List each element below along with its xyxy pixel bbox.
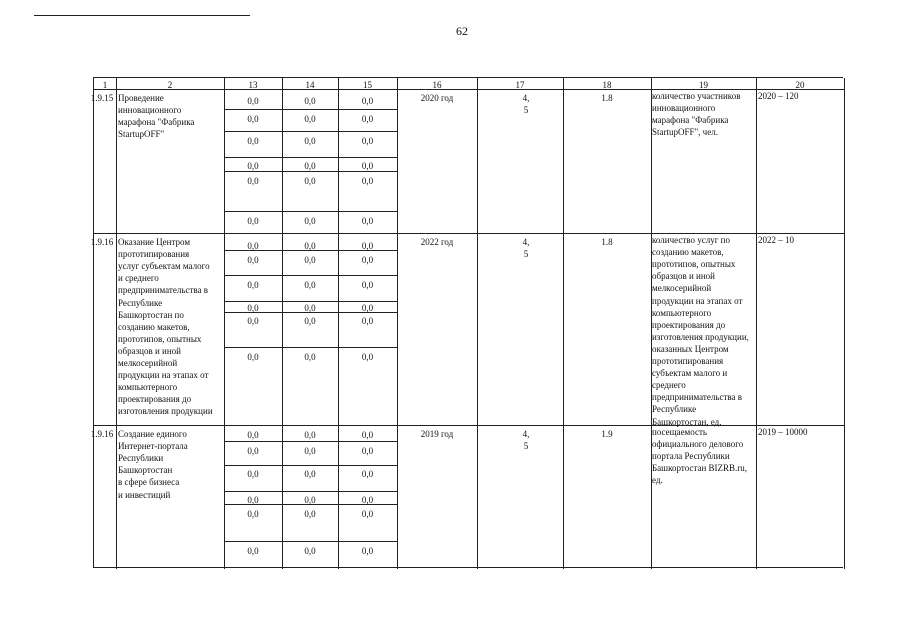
indicator-line: прототипирования xyxy=(652,356,724,366)
budget-value: 0,0 xyxy=(361,316,374,326)
budget-value: 0,0 xyxy=(361,114,374,124)
row-rule xyxy=(94,233,844,234)
budget-value: 0,0 xyxy=(247,255,259,265)
year-cell: 2019 год xyxy=(420,429,454,439)
budget-value: 0,0 xyxy=(247,495,259,505)
indicator-line: образцов и иной xyxy=(652,271,715,282)
budget-value: 0,0 xyxy=(304,303,316,313)
target-value: 2022 – 10 xyxy=(758,235,794,245)
column-rule xyxy=(397,78,398,569)
row-rule xyxy=(224,465,397,466)
budget-value: 0,0 xyxy=(361,280,374,290)
indicator-line: ед. xyxy=(652,475,663,486)
budget-value: 0,0 xyxy=(361,430,374,440)
budget-table xyxy=(90,77,843,568)
indicator-line: количество услуг по xyxy=(652,235,730,245)
budget-value: 0,0 xyxy=(247,446,259,456)
row-rule xyxy=(224,491,397,492)
measure-name-line: мелкосерийной xyxy=(118,358,178,368)
target-value: 2019 – 10000 xyxy=(758,427,808,437)
budget-value: 0,0 xyxy=(361,303,374,313)
column-header: 1 xyxy=(102,79,108,90)
link-code: 4, xyxy=(522,237,530,247)
row-rule xyxy=(224,275,397,276)
column-header: 14 xyxy=(305,79,315,90)
measure-name-line: Интернет-портала xyxy=(118,441,188,452)
measure-name-line: прототипирования xyxy=(118,249,190,260)
row-number: 1.9.15 xyxy=(90,93,114,103)
budget-value: 0,0 xyxy=(361,136,374,146)
indicator-line: инновационного xyxy=(652,103,716,114)
row-rule xyxy=(224,211,397,212)
budget-value: 0,0 xyxy=(304,176,316,186)
budget-value: 0,0 xyxy=(361,161,374,171)
budget-value: 0,0 xyxy=(361,96,374,106)
budget-value: 0,0 xyxy=(304,216,316,226)
budget-value: 0,0 xyxy=(247,469,259,479)
measure-name-line: созданию макетов, xyxy=(118,321,190,332)
column-header: 15 xyxy=(363,79,372,90)
column-header: 17 xyxy=(515,79,525,90)
column-rule xyxy=(844,78,845,569)
budget-value: 0,0 xyxy=(247,96,259,106)
indicator-line: среднего xyxy=(652,380,686,391)
column-rule xyxy=(756,78,757,569)
measure-name-line: Башкортостан xyxy=(118,465,173,476)
measure-name-line: Башкортостан по xyxy=(118,309,184,320)
target-ref: 1.9 xyxy=(601,429,613,439)
measure-name-line: продукции на этапах от xyxy=(118,370,209,381)
header-rule xyxy=(34,15,250,16)
budget-value: 0,0 xyxy=(247,352,259,362)
indicator-line: StartupOFF", чел. xyxy=(652,127,718,138)
indicator-line: созданию макетов, xyxy=(652,247,724,258)
link-code: 4, xyxy=(522,429,530,439)
row-rule xyxy=(94,425,844,426)
column-header: 18 xyxy=(602,79,612,90)
column-header: 2 xyxy=(167,79,173,90)
column-rule xyxy=(563,78,564,569)
indicator-line: прототипов, опытных xyxy=(652,259,736,270)
budget-value: 0,0 xyxy=(247,216,259,226)
indicator-line: марафона "Фабрика xyxy=(652,115,729,126)
indicator-line: официального делового xyxy=(652,439,744,450)
indicator-line: компьютерного xyxy=(652,307,712,318)
budget-value: 0,0 xyxy=(304,255,316,265)
budget-value: 0,0 xyxy=(247,546,259,556)
budget-value: 0,0 xyxy=(361,255,374,265)
budget-value: 0,0 xyxy=(247,136,259,146)
measure-name-line: изготовления продукции xyxy=(118,406,213,417)
budget-value: 0,0 xyxy=(247,303,259,313)
target-value: 2020 – 120 xyxy=(758,91,799,101)
budget-value: 0,0 xyxy=(361,352,374,362)
indicator-line: мелкосерийной xyxy=(652,283,712,294)
row-rule xyxy=(224,131,397,132)
budget-value: 0,0 xyxy=(361,446,374,456)
row-rule xyxy=(224,541,397,542)
indicator-line: Башкортостан, ед. xyxy=(652,416,722,427)
measure-name-line: Республики xyxy=(118,453,164,464)
budget-value: 0,0 xyxy=(361,509,374,519)
budget-value: 0,0 xyxy=(304,446,316,456)
budget-value: 0,0 xyxy=(304,136,316,146)
budget-value: 0,0 xyxy=(361,495,374,505)
indicator-line: посещаемость xyxy=(652,427,708,437)
budget-value: 0,0 xyxy=(247,430,259,440)
measure-name-line: инновационного xyxy=(118,105,182,116)
link-code: 5 xyxy=(523,249,529,260)
indicator-line: Башкортостан BIZRB.ru, xyxy=(652,463,748,474)
row-rule xyxy=(224,109,397,110)
row-rule xyxy=(224,347,397,348)
measure-name-line: Создание единого xyxy=(118,429,187,439)
budget-value: 0,0 xyxy=(304,430,316,440)
budget-value: 0,0 xyxy=(304,546,316,556)
budget-value: 0,0 xyxy=(304,495,316,505)
year-cell: 2020 год xyxy=(420,93,454,103)
measure-name-line: Оказание Центром xyxy=(118,237,191,247)
budget-value: 0,0 xyxy=(304,241,316,251)
measure-name-line: предпринимательства в xyxy=(118,285,209,296)
measure-name-line: компьютерного xyxy=(118,382,178,393)
measure-name-line: образцов и иной xyxy=(118,345,181,356)
budget-value: 0,0 xyxy=(247,241,259,251)
measure-name-line: проектирования до xyxy=(118,394,192,405)
measure-name-line: Республике xyxy=(118,297,163,308)
column-rule xyxy=(116,78,117,569)
column-header: 19 xyxy=(699,79,708,90)
indicator-line: Республике xyxy=(652,404,697,415)
year-cell: 2022 год xyxy=(420,237,454,247)
row-rule xyxy=(224,441,397,442)
budget-value: 0,0 xyxy=(361,546,374,556)
indicator-line: продукции на этапах от xyxy=(652,295,743,306)
budget-value: 0,0 xyxy=(247,176,259,186)
budget-value: 0,0 xyxy=(304,280,316,290)
indicator-line: количество участников xyxy=(652,91,741,101)
budget-value: 0,0 xyxy=(247,316,259,326)
budget-value: 0,0 xyxy=(304,509,316,519)
budget-value: 0,0 xyxy=(361,241,374,251)
column-header: 20 xyxy=(795,79,805,90)
indicator-line: предпринимательства в xyxy=(652,392,743,403)
budget-value: 0,0 xyxy=(361,216,374,226)
budget-value: 0,0 xyxy=(304,114,316,124)
row-number: 1.9.16 xyxy=(90,429,114,439)
budget-value: 0,0 xyxy=(304,316,316,326)
budget-value: 0,0 xyxy=(247,114,259,124)
budget-value: 0,0 xyxy=(247,280,259,290)
budget-value: 0,0 xyxy=(304,469,316,479)
link-code: 4, xyxy=(522,93,530,103)
row-number: 1.9.16 xyxy=(90,237,114,247)
link-code: 5 xyxy=(523,105,529,116)
budget-value: 0,0 xyxy=(304,161,316,171)
budget-value: 0,0 xyxy=(304,96,316,106)
measure-name-line: и инвестиций xyxy=(118,489,171,500)
budget-value: 0,0 xyxy=(247,509,259,519)
indicator-line: проектирования до xyxy=(652,319,726,330)
indicator-line: субъектам малого и xyxy=(652,368,728,379)
budget-value: 0,0 xyxy=(247,161,259,171)
column-header: 16 xyxy=(432,79,442,90)
column-header: 13 xyxy=(248,79,258,90)
measure-name-line: StartupOFF" xyxy=(118,129,165,140)
column-rule xyxy=(477,78,478,569)
link-code: 5 xyxy=(523,441,529,452)
budget-value: 0,0 xyxy=(361,176,374,186)
indicator-line: портала Республики xyxy=(652,451,730,462)
budget-value: 0,0 xyxy=(361,469,374,479)
target-ref: 1.8 xyxy=(601,93,613,103)
measure-name-line: Проведение xyxy=(118,93,164,103)
row-rule xyxy=(224,157,397,158)
target-ref: 1.8 xyxy=(601,237,613,247)
measure-name-line: прототипов, опытных xyxy=(118,333,202,344)
indicator-line: оказанных Центром xyxy=(652,343,729,354)
measure-name-line: в сфере бизнеса xyxy=(118,477,180,488)
measure-name-line: услуг субъектам малого xyxy=(118,261,210,272)
page-number: 62 xyxy=(456,24,468,38)
measure-name-line: и среднего xyxy=(118,273,159,284)
indicator-line: изготовления продукции, xyxy=(652,331,749,342)
budget-value: 0,0 xyxy=(304,352,316,362)
measure-name-line: марафона "Фабрика xyxy=(118,117,195,128)
